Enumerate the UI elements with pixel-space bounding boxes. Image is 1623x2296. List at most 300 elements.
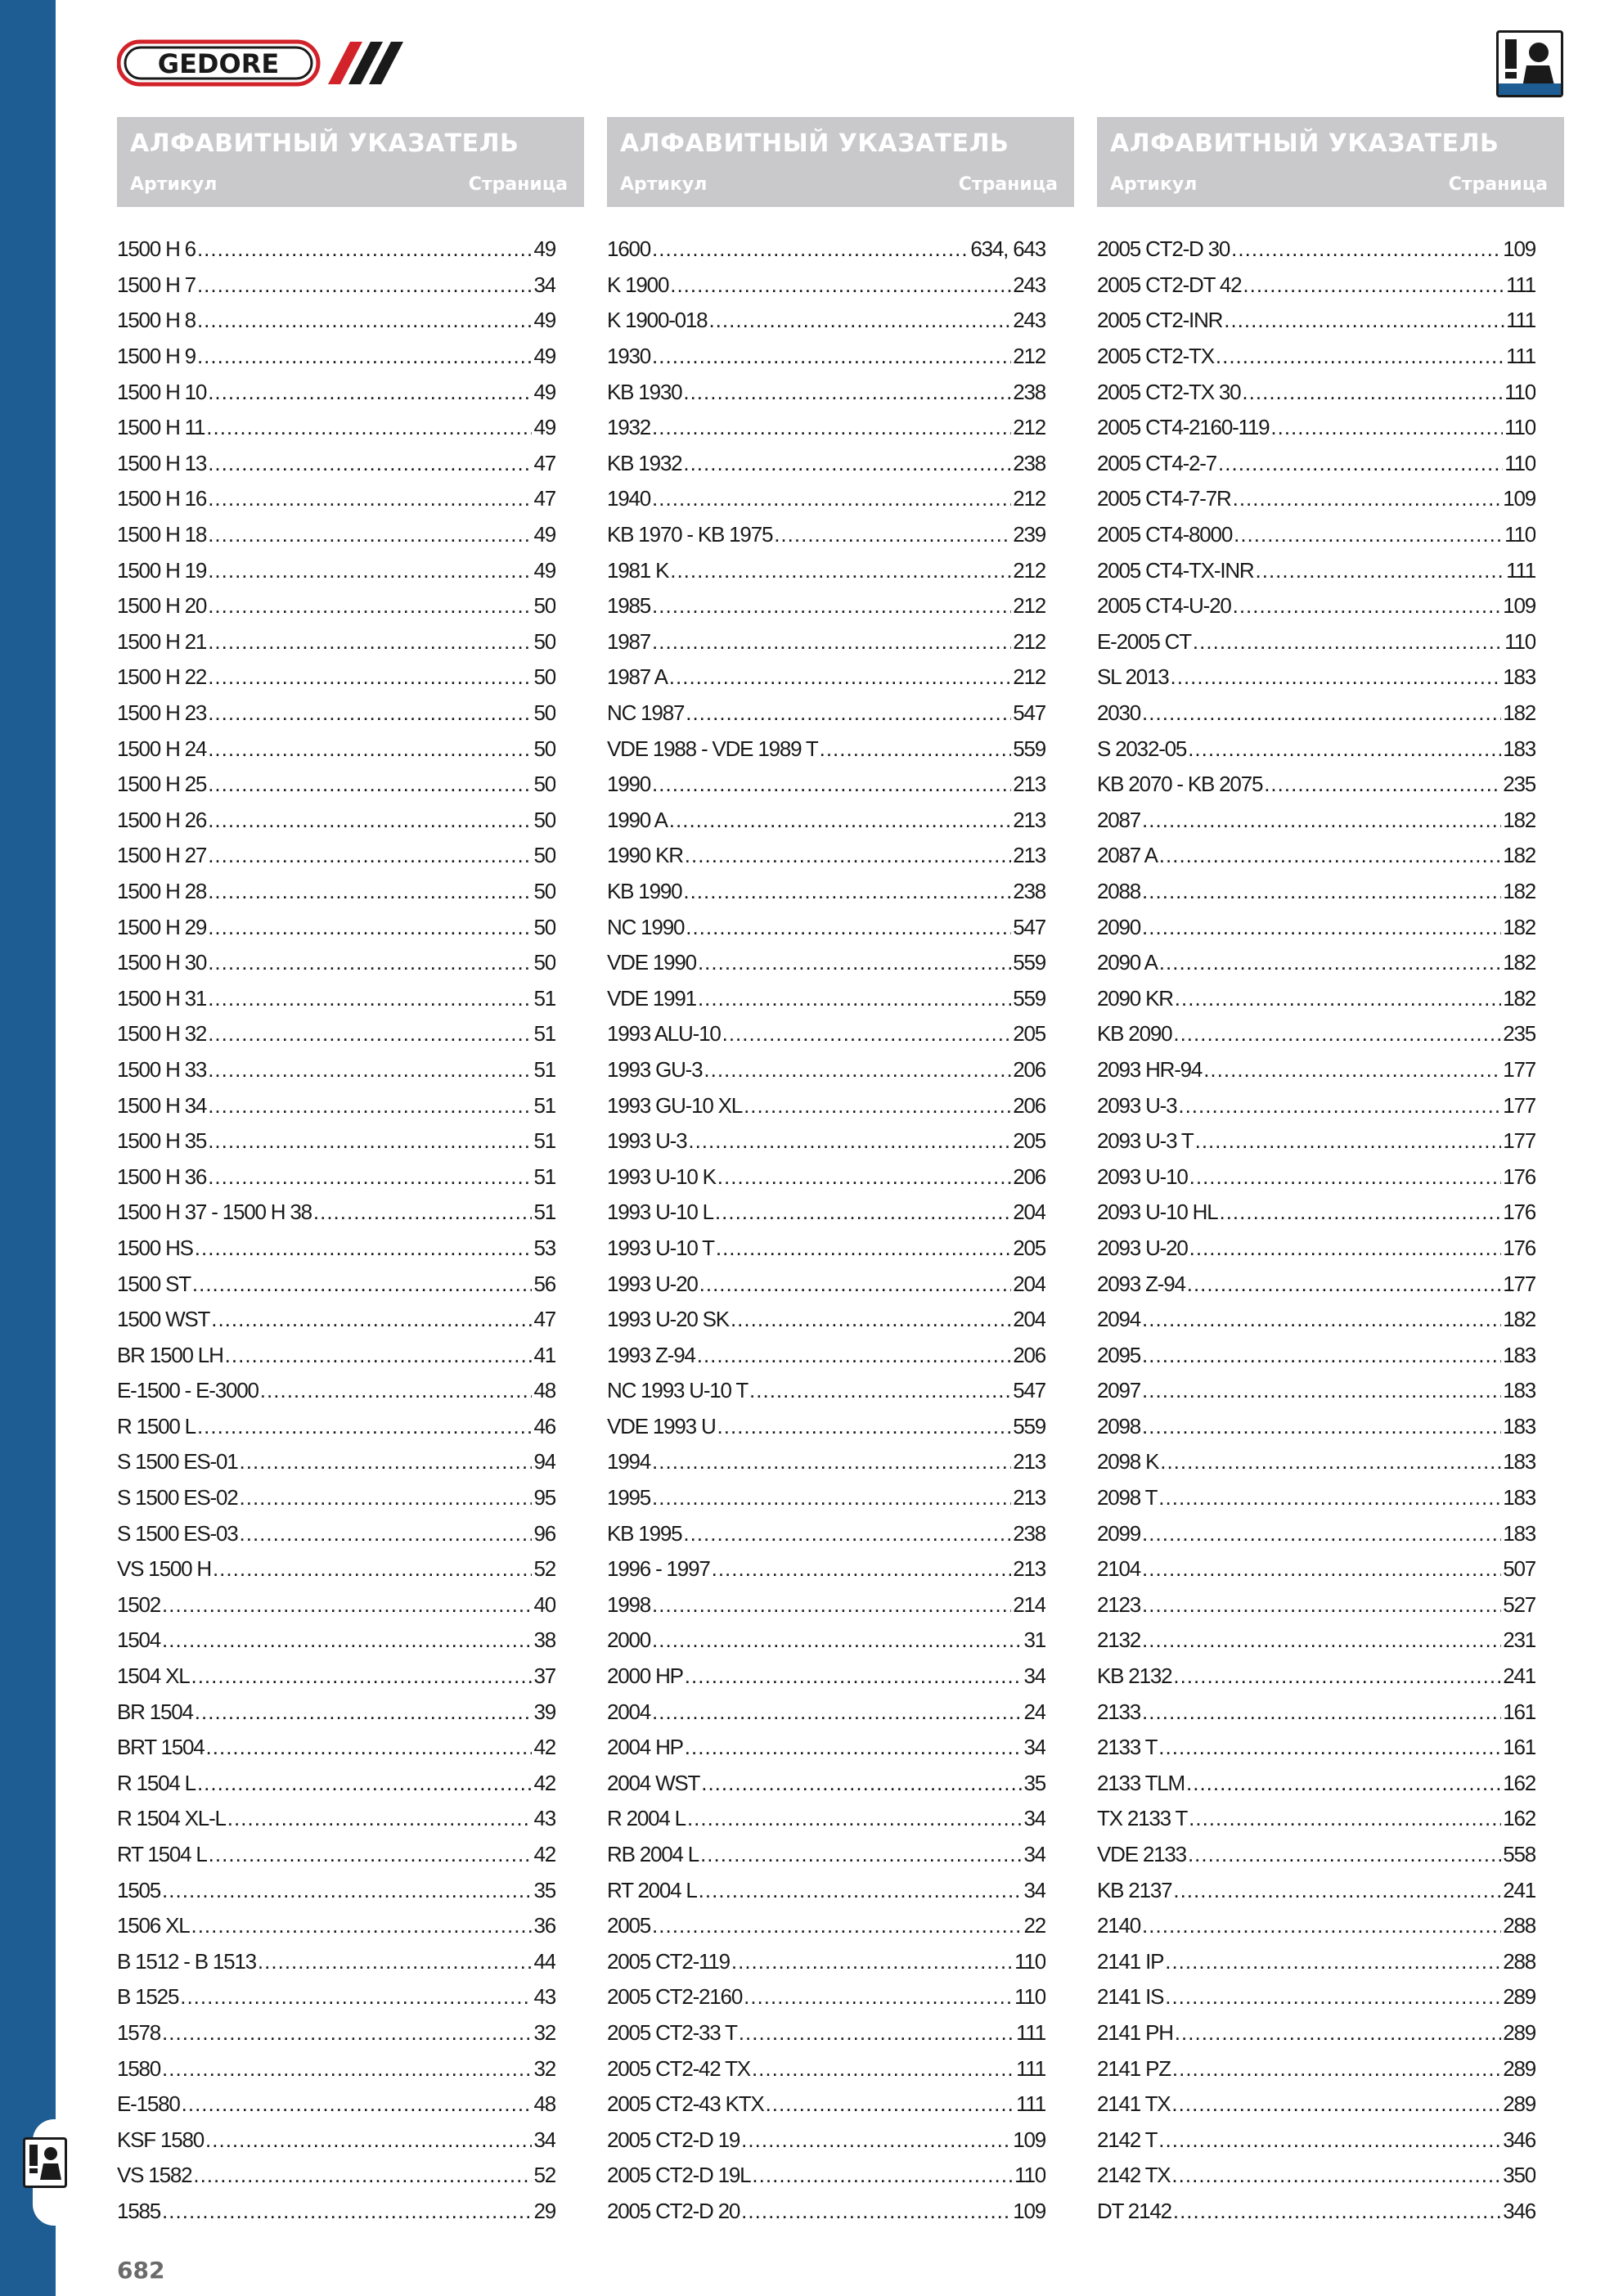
index-entry xyxy=(117,481,555,517)
index-entry xyxy=(607,1979,1045,2015)
article-code: 2141 PH xyxy=(1097,2019,1173,2045)
dot-leader xyxy=(208,1164,532,1190)
page-reference: 213 xyxy=(1013,1556,1045,1582)
page-reference: 49 xyxy=(533,308,555,333)
index-entry xyxy=(607,838,1045,874)
page-reference: 49 xyxy=(533,344,555,369)
index-entry xyxy=(1097,731,1535,767)
index-column-2 xyxy=(607,232,1045,2229)
index-entry xyxy=(1097,410,1535,446)
dot-leader xyxy=(670,558,1011,583)
dot-leader xyxy=(685,843,1011,868)
index-entry xyxy=(117,1515,555,1551)
dot-leader xyxy=(225,1343,533,1368)
page-reference: 53 xyxy=(533,1235,555,1260)
index-entry xyxy=(117,1231,555,1267)
index-entry xyxy=(607,410,1045,446)
page-reference: 241 xyxy=(1503,1663,1535,1689)
page-reference: 183 xyxy=(1503,1485,1535,1510)
dot-leader xyxy=(717,1414,1012,1439)
index-entry xyxy=(1097,1302,1535,1338)
page-reference: 43 xyxy=(533,1984,555,2010)
article-code: VS 1500 H xyxy=(117,1556,211,1582)
dot-leader xyxy=(688,1128,1011,1154)
page-reference: 213 xyxy=(1013,1485,1045,1510)
dot-leader xyxy=(820,736,1012,762)
index-entry xyxy=(1097,1373,1535,1409)
article-code: VDE 1991 xyxy=(607,985,696,1011)
index-entry xyxy=(607,1908,1045,1944)
index-entry xyxy=(117,2087,555,2123)
article-code: RT 1504 L xyxy=(117,1842,207,1867)
article-code: 1500 H 35 xyxy=(117,1128,207,1154)
article-code: 2005 CT4-2-7 xyxy=(1097,450,1217,475)
dot-leader xyxy=(162,1878,532,1903)
index-entry xyxy=(117,731,555,767)
index-entry xyxy=(117,660,555,696)
dot-leader xyxy=(652,772,1011,797)
dot-leader xyxy=(697,1343,1011,1368)
index-entry xyxy=(117,2015,555,2051)
index-entry xyxy=(607,1302,1045,1338)
page-reference: 48 xyxy=(533,1378,555,1403)
article-code: 2005 CT4-U-20 xyxy=(1097,593,1231,619)
dot-leader xyxy=(1142,1307,1501,1332)
dot-leader xyxy=(162,2020,532,2046)
index-entry xyxy=(607,2087,1045,2123)
dot-leader xyxy=(1173,2199,1501,2224)
dot-leader xyxy=(208,1057,532,1083)
index-entry xyxy=(1097,624,1535,660)
index-entry xyxy=(1097,838,1535,874)
index-entry xyxy=(607,660,1045,696)
index-entry xyxy=(607,696,1045,732)
index-entry xyxy=(1097,696,1535,732)
dot-leader xyxy=(208,451,532,476)
dot-leader xyxy=(1142,1627,1501,1653)
dot-leader xyxy=(191,1663,532,1689)
article-code: VDE 1988 - VDE 1989 T xyxy=(607,736,818,761)
article-code: 1995 xyxy=(607,1485,651,1510)
article-code: 2093 U-3 xyxy=(1097,1092,1177,1118)
header-article-label: Артикул xyxy=(1110,174,1198,195)
index-entry xyxy=(117,268,555,304)
dot-leader xyxy=(258,1949,533,1974)
page-reference: 346 xyxy=(1503,2198,1535,2223)
index-entry xyxy=(607,1694,1045,1730)
page-reference: 111 xyxy=(1506,272,1535,297)
page-reference: 109 xyxy=(1503,236,1535,262)
dot-leader xyxy=(715,1200,1011,1225)
index-entry xyxy=(1097,660,1535,696)
index-entry xyxy=(117,1694,555,1730)
dot-leader xyxy=(652,1627,1022,1653)
dot-leader xyxy=(1142,879,1501,904)
index-entry xyxy=(1097,980,1535,1016)
page-reference: 47 xyxy=(533,486,555,511)
dot-leader xyxy=(211,1307,532,1332)
dot-leader xyxy=(700,1842,1022,1867)
article-code: 1996 - 1997 xyxy=(607,1556,710,1582)
article-code: 2005 CT2-2160 xyxy=(607,1984,743,2010)
gedore-logo xyxy=(117,39,416,87)
dot-leader xyxy=(162,2199,532,2224)
page-reference: 204 xyxy=(1013,1200,1045,1225)
article-code: 2123 xyxy=(1097,1591,1141,1617)
page-reference: 239 xyxy=(1013,522,1045,547)
article-code: 2098 T xyxy=(1097,1485,1158,1510)
dot-leader xyxy=(1233,593,1502,619)
article-code: 2005 CT4-7-7R xyxy=(1097,486,1231,511)
article-code: 1930 xyxy=(607,344,651,369)
article-code: KB 1990 xyxy=(607,878,682,903)
dot-leader xyxy=(208,808,532,833)
index-entry xyxy=(607,1373,1045,1409)
index-entry xyxy=(1097,1801,1535,1837)
article-code: 1993 U-10 L xyxy=(607,1200,713,1225)
dot-leader xyxy=(699,1878,1023,1903)
dot-leader xyxy=(687,1806,1023,1831)
index-entry xyxy=(1097,303,1535,339)
article-code: S 2032-05 xyxy=(1097,736,1187,761)
index-entry xyxy=(607,909,1045,945)
info-person-icon xyxy=(1496,30,1563,97)
index-entry xyxy=(607,446,1045,482)
dot-leader xyxy=(749,1378,1011,1403)
dot-leader xyxy=(1242,380,1503,405)
page-reference: 213 xyxy=(1013,843,1045,868)
article-code: 1500 H 7 xyxy=(117,272,196,297)
dot-leader xyxy=(197,1771,533,1796)
page-reference: 182 xyxy=(1503,1307,1535,1332)
dot-leader xyxy=(208,772,532,797)
article-code: 2090 xyxy=(1097,914,1141,939)
index-entry xyxy=(607,2122,1045,2158)
index-entry xyxy=(1097,1659,1535,1695)
index-entry xyxy=(607,2158,1045,2194)
index-entry xyxy=(1097,1409,1535,1445)
page-reference: 212 xyxy=(1013,593,1045,619)
article-code: 2141 IP xyxy=(1097,1948,1164,1974)
index-entry xyxy=(607,1730,1045,1766)
dot-leader xyxy=(1231,236,1501,262)
index-column-1 xyxy=(117,232,555,2229)
dot-leader xyxy=(162,1627,532,1653)
dot-leader xyxy=(698,986,1011,1011)
index-entry xyxy=(607,1551,1045,1587)
index-entry xyxy=(117,1052,555,1088)
article-code: KB 2137 xyxy=(1097,1877,1172,1902)
index-entry xyxy=(607,1944,1045,1980)
page-reference: 162 xyxy=(1503,1806,1535,1831)
page-reference: 214 xyxy=(1013,1591,1045,1617)
dot-leader xyxy=(686,915,1011,940)
dot-leader xyxy=(1142,1556,1501,1582)
article-code: 1987 xyxy=(607,628,651,654)
index-entry xyxy=(1097,1694,1535,1730)
page-reference: 36 xyxy=(533,1913,555,1938)
index-entry xyxy=(1097,268,1535,304)
dot-leader xyxy=(1175,2020,1501,2046)
article-code: BR 1500 LH xyxy=(117,1342,223,1367)
index-entry xyxy=(607,803,1045,839)
dot-leader xyxy=(208,1128,532,1154)
column-header-2 xyxy=(607,117,1074,207)
page-reference: 111 xyxy=(1506,344,1535,369)
dot-leader xyxy=(1195,1128,1502,1154)
index-entry xyxy=(607,1659,1045,1695)
dot-leader xyxy=(669,664,1011,690)
article-code: E-2005 CT xyxy=(1097,628,1191,654)
article-code: 2141 PZ xyxy=(1097,2055,1171,2081)
dot-leader xyxy=(208,1093,532,1119)
dot-leader xyxy=(162,2056,532,2082)
article-code: BR 1504 xyxy=(117,1699,193,1724)
article-code: 1985 xyxy=(607,593,651,619)
index-entry xyxy=(117,696,555,732)
dot-leader xyxy=(180,1984,532,2010)
dot-leader xyxy=(652,486,1011,511)
dot-leader xyxy=(1173,1021,1501,1047)
page-reference: 34 xyxy=(533,2127,555,2152)
index-entry xyxy=(607,2015,1045,2051)
article-code: 1500 H 20 xyxy=(117,593,207,619)
page-reference: 110 xyxy=(1504,379,1535,404)
dot-leader xyxy=(652,1485,1011,1510)
column-header-1 xyxy=(117,117,584,207)
page-reference: 238 xyxy=(1013,450,1045,475)
page-reference: 49 xyxy=(533,557,555,583)
index-entry xyxy=(117,1551,555,1587)
dot-leader xyxy=(208,736,532,762)
page-reference: 288 xyxy=(1503,1913,1535,1938)
index-entry xyxy=(607,1195,1045,1231)
article-code: 2004 xyxy=(607,1699,651,1724)
page-reference: 29 xyxy=(533,2198,555,2223)
article-code: 1500 H 18 xyxy=(117,522,207,547)
page-reference: 183 xyxy=(1503,1449,1535,1474)
article-code: 2005 CT2-D 30 xyxy=(1097,236,1230,262)
index-entry xyxy=(607,1052,1045,1088)
article-code: 1932 xyxy=(607,415,651,440)
dot-leader xyxy=(683,879,1011,904)
article-code: 1500 ST xyxy=(117,1271,191,1296)
index-entry xyxy=(607,1801,1045,1837)
article-code: 2005 CT2-D 19 xyxy=(607,2127,740,2152)
article-code: 1500 H 36 xyxy=(117,1164,207,1189)
article-code: K 1900-018 xyxy=(607,308,708,333)
dot-leader xyxy=(208,664,532,690)
article-code: 1500 H 33 xyxy=(117,1056,207,1082)
index-entry xyxy=(607,1623,1045,1659)
dot-leader xyxy=(744,1093,1011,1119)
page-reference: 235 xyxy=(1503,772,1535,797)
article-code: NC 1990 xyxy=(607,914,685,939)
index-entry xyxy=(117,1979,555,2015)
index-entry xyxy=(117,1766,555,1802)
index-entry xyxy=(607,1159,1045,1195)
index-entry xyxy=(117,838,555,874)
dot-leader xyxy=(1216,344,1504,369)
index-entry xyxy=(117,1266,555,1302)
page-reference: 39 xyxy=(533,1699,555,1724)
article-code: 2104 xyxy=(1097,1556,1141,1582)
article-code: E-1580 xyxy=(117,2091,180,2117)
index-entry xyxy=(117,2194,555,2230)
page-reference: 51 xyxy=(533,1128,555,1154)
article-code: 1987 A xyxy=(607,664,668,690)
dot-leader xyxy=(717,1164,1011,1190)
dot-leader xyxy=(744,1984,1013,2010)
index-entry xyxy=(607,339,1045,375)
dot-leader xyxy=(1224,308,1504,333)
index-entry xyxy=(607,1837,1045,1873)
article-code: TX 2133 T xyxy=(1097,1806,1188,1831)
index-entry xyxy=(117,588,555,624)
article-code: RB 2004 L xyxy=(607,1842,699,1867)
index-entry xyxy=(117,980,555,1016)
index-entry xyxy=(117,767,555,803)
article-code: 2004 HP xyxy=(607,1735,683,1760)
article-code: 1504 XL xyxy=(117,1663,190,1689)
dot-leader xyxy=(1159,950,1501,975)
dot-leader xyxy=(240,1485,533,1510)
article-code: 1994 xyxy=(607,1449,651,1474)
article-code: 1500 HS xyxy=(117,1235,193,1260)
index-entry xyxy=(117,1159,555,1195)
page-reference: 96 xyxy=(533,1520,555,1546)
dot-leader xyxy=(686,700,1011,726)
page-reference: 213 xyxy=(1013,772,1045,797)
article-code: 2030 xyxy=(1097,700,1141,726)
article-code: 2005 xyxy=(607,1913,651,1938)
page-reference: 43 xyxy=(533,1806,555,1831)
article-code: 2005 CT2-INR xyxy=(1097,308,1223,333)
dot-leader xyxy=(1165,1949,1501,1974)
dot-leader xyxy=(1142,1378,1501,1403)
article-code: 1993 GU-10 XL xyxy=(607,1092,743,1118)
page-reference: 52 xyxy=(533,2163,555,2188)
page-reference: 51 xyxy=(533,1200,555,1225)
page-reference: 176 xyxy=(1503,1200,1535,1225)
article-code: 2133 TLM xyxy=(1097,1770,1185,1795)
dot-leader xyxy=(197,1414,533,1439)
index-entry xyxy=(117,1087,555,1123)
article-code: 2005 CT2-TX 30 xyxy=(1097,379,1241,404)
dot-leader xyxy=(1193,629,1503,655)
index-entry xyxy=(117,1944,555,1980)
article-code: 1500 H 34 xyxy=(117,1092,207,1118)
page-reference: 38 xyxy=(533,1627,555,1653)
index-entry xyxy=(117,1908,555,1944)
page-reference: 558 xyxy=(1503,1842,1535,1867)
dot-leader xyxy=(652,593,1011,619)
page-reference: 50 xyxy=(533,700,555,726)
index-entry xyxy=(607,1087,1045,1123)
article-code: KB 1930 xyxy=(607,379,682,404)
dot-leader xyxy=(1173,1663,1501,1689)
dot-leader xyxy=(731,1307,1011,1332)
article-code: 2005 CT2-TX xyxy=(1097,344,1214,369)
header-page-label: Страница xyxy=(1448,174,1548,195)
article-code: RT 2004 L xyxy=(607,1877,697,1902)
index-entry xyxy=(1097,1480,1535,1516)
index-entry xyxy=(117,624,555,660)
page-reference: 235 xyxy=(1503,1021,1535,1047)
index-entry xyxy=(1097,1123,1535,1159)
article-code: 2142 TX xyxy=(1097,2163,1171,2188)
article-code: 1500 H 10 xyxy=(117,379,207,404)
dot-leader xyxy=(1142,1343,1501,1368)
dot-leader xyxy=(652,415,1011,440)
article-code: 1998 xyxy=(607,1591,651,1617)
article-code: VS 1582 xyxy=(117,2163,192,2188)
article-code: R 1500 L xyxy=(117,1413,196,1438)
index-entry xyxy=(1097,1979,1535,2015)
dot-leader xyxy=(722,1021,1012,1047)
article-code: 2093 U-20 xyxy=(1097,1235,1188,1260)
article-code: 2005 CT2-42 TX xyxy=(607,2055,750,2081)
page-reference: 50 xyxy=(533,736,555,761)
page-reference: 34 xyxy=(1023,1663,1045,1689)
page-reference: 559 xyxy=(1013,950,1045,975)
index-entry xyxy=(1097,1551,1535,1587)
dot-leader xyxy=(1233,486,1502,511)
index-entry xyxy=(1097,481,1535,517)
page-reference: 205 xyxy=(1013,1128,1045,1154)
page-reference: 50 xyxy=(533,878,555,903)
dot-leader xyxy=(731,1949,1013,1974)
index-entry xyxy=(117,1373,555,1409)
index-entry xyxy=(607,731,1045,767)
page-reference: 176 xyxy=(1503,1164,1535,1189)
page-reference: 212 xyxy=(1013,344,1045,369)
page-reference: 183 xyxy=(1503,1413,1535,1438)
index-entry xyxy=(117,410,555,446)
side-bar xyxy=(0,0,56,2296)
dot-leader xyxy=(1158,1485,1501,1510)
index-entry xyxy=(117,1016,555,1052)
dot-leader xyxy=(182,2091,533,2117)
article-code: 1500 H 30 xyxy=(117,950,207,975)
article-code: 1981 K xyxy=(607,557,669,583)
page-reference: 177 xyxy=(1503,1056,1535,1082)
dot-leader xyxy=(698,950,1011,975)
page-reference: 52 xyxy=(533,1556,555,1582)
dot-leader xyxy=(652,236,969,262)
article-code: 1506 XL xyxy=(117,1913,190,1938)
article-code: R 1504 L xyxy=(117,1770,196,1795)
page-reference: 110 xyxy=(1504,522,1535,547)
index-entry xyxy=(607,374,1045,410)
page-reference: 212 xyxy=(1013,664,1045,690)
page-reference: 34 xyxy=(1023,1735,1045,1760)
dot-leader xyxy=(708,308,1011,333)
page-reference: 182 xyxy=(1503,950,1535,975)
article-code: 2132 xyxy=(1097,1627,1141,1653)
article-code: VDE 1993 U xyxy=(607,1413,716,1438)
article-code: VDE 2133 xyxy=(1097,1842,1186,1867)
article-code: 2005 CT2-D 19L xyxy=(607,2163,751,2188)
index-entry xyxy=(117,1587,555,1623)
dot-leader xyxy=(1171,664,1502,690)
article-code: 1500 H 26 xyxy=(117,807,207,832)
dot-leader xyxy=(1142,1699,1501,1725)
index-entry xyxy=(1097,552,1535,588)
dot-leader xyxy=(652,1592,1011,1618)
article-code: 1940 xyxy=(607,486,651,511)
article-code: 2140 xyxy=(1097,1913,1141,1938)
